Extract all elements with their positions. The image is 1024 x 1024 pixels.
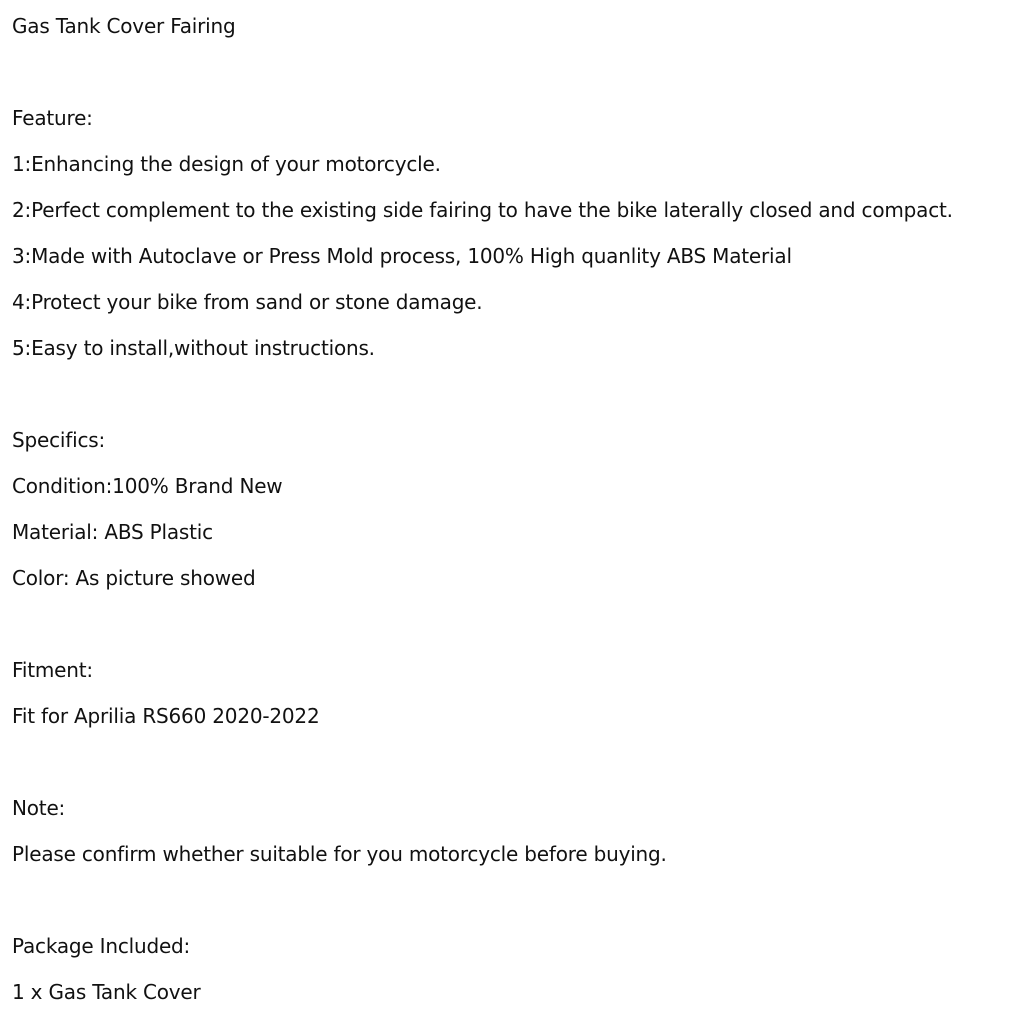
package-text: 1 x Gas Tank Cover xyxy=(12,980,201,1004)
spec-condition: Condition:100% Brand New xyxy=(12,474,283,498)
product-description xyxy=(12,0,1012,1012)
spacer xyxy=(12,368,1012,414)
spec-color: Color: As picture showed xyxy=(12,566,256,590)
feature-item: 1:Enhancing the design of your motorcycle. xyxy=(12,152,441,176)
feature-heading: Feature: xyxy=(12,106,93,130)
fitment-text: Fit for Aprilia RS660 2020-2022 xyxy=(12,704,320,728)
feature-item: 5:Easy to install,without instructions. xyxy=(12,336,375,360)
package-heading: Package Included: xyxy=(12,934,191,958)
spacer xyxy=(12,46,1012,92)
product-title: Gas Tank Cover Fairing xyxy=(12,14,236,38)
spacer xyxy=(12,874,1012,920)
specifics-heading: Specifics: xyxy=(12,428,106,452)
note-text: Please confirm whether suitable for you motorcycle before buying. xyxy=(12,842,667,866)
spec-material: Material: ABS Plastic xyxy=(12,520,213,544)
feature-item: 2:Perfect complement to the existing side fairing to have the bike laterally closed and compact. xyxy=(12,198,953,222)
fitment-heading: Fitment: xyxy=(12,658,93,682)
feature-item: 3:Made with Autoclave or Press Mold process, 100% High quanlity ABS Material xyxy=(12,244,792,268)
note-heading: Note: xyxy=(12,796,66,820)
spacer xyxy=(12,736,1012,782)
feature-item: 4:Protect your bike from sand or stone damage. xyxy=(12,290,483,314)
spacer xyxy=(12,598,1012,644)
